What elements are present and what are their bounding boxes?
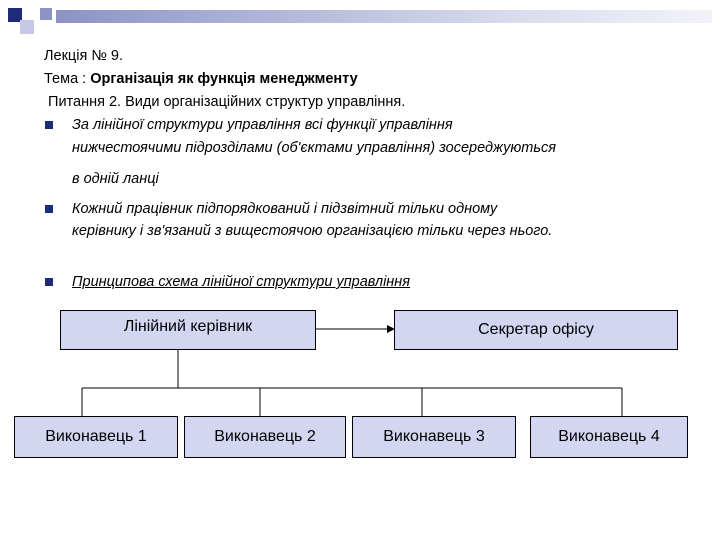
question-line: Питання 2. Види організаційних структур управління. [44, 94, 406, 110]
bullet-2-line-2: керівнику і зв'язаний з вищестоячою організацією тільки через нього. [72, 223, 553, 239]
executor-box-1: Виконавець 1 [14, 416, 178, 458]
executor-box-2: Виконавець 2 [184, 416, 346, 458]
bullet-3-line-1: Принципова схема лінійної структури управління [72, 274, 410, 290]
bullet-1-line-3: в одній ланці [72, 171, 159, 187]
lecture-number: Лекція № 9. [44, 48, 124, 64]
bullet-2-line-1: Кожний працівник підпорядкований і підзвітний тільки одному [72, 201, 498, 217]
executor-box-4: Виконавець 4 [530, 416, 688, 458]
manager-box: Лінійний керівник [60, 310, 316, 350]
topic-title: Організація як функція менеджменту [90, 71, 358, 87]
topic-prefix: Тема : [44, 71, 91, 87]
secretary-box: Секретар офісу [394, 310, 678, 350]
bullet-1-line-1: За лінійної структури управління всі функції управління [72, 117, 453, 133]
bullet-1-line-2: нижчестоячими підрозділами (об'єктами управління) зосереджуються [72, 140, 556, 156]
executor-box-3: Виконавець 3 [352, 416, 516, 458]
